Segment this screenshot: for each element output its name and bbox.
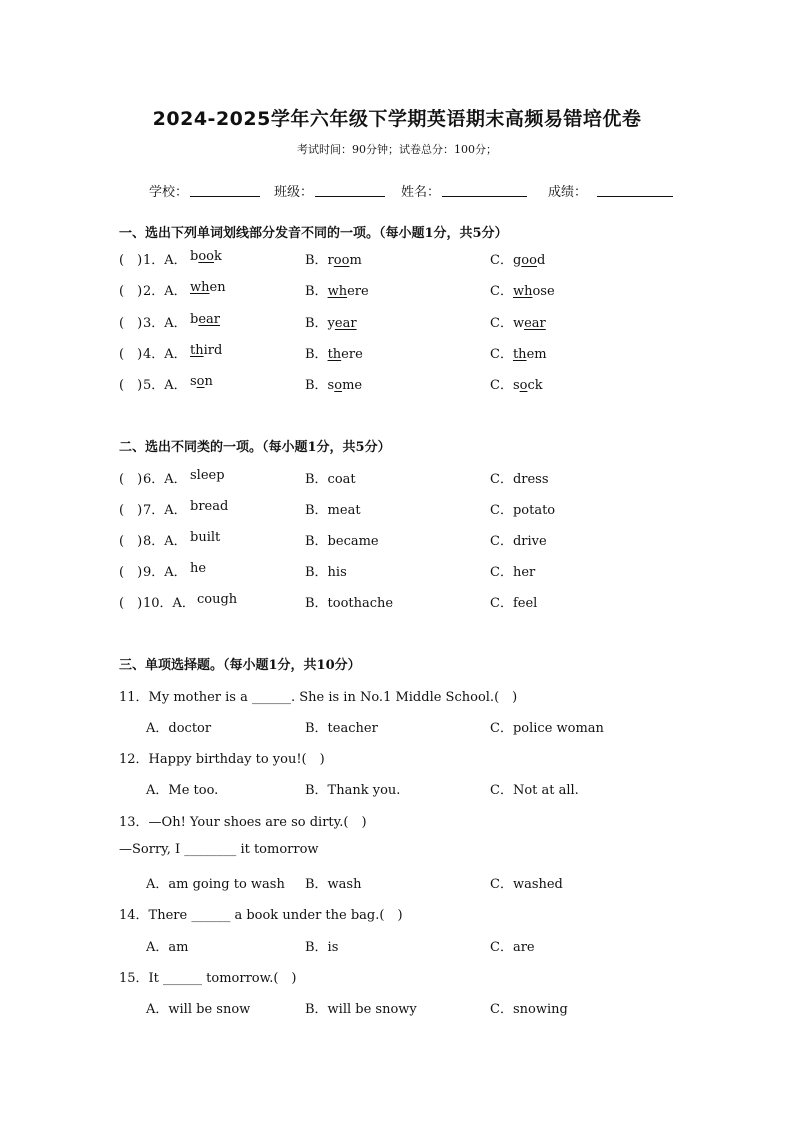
word-part: ere — [341, 347, 363, 362]
option-c[interactable]: C．drive — [490, 534, 547, 549]
underlined-part: th — [512, 347, 527, 362]
underlined-part: oo — [198, 249, 214, 264]
word-part: C．w — [490, 316, 525, 331]
word-part: ck — [527, 378, 543, 393]
section-2-title: 二、选出不同类的一项。（每小题1分，共5分） — [119, 440, 391, 455]
question-stem: 12．Happy birthday to you!( ) — [119, 752, 325, 767]
underlined-part: ear — [334, 316, 357, 331]
option-a[interactable]: A．am going to wash — [146, 877, 285, 892]
question-row — [0, 374, 794, 394]
word-part: C． — [490, 284, 513, 299]
school-label: 学校： — [149, 185, 189, 200]
page-title: 2024-2025学年六年级下学期英语期末高频易错培优卷 — [152, 108, 642, 130]
option-b[interactable]: B．is — [305, 940, 339, 955]
underlined-part: o — [196, 374, 205, 389]
underlined-part: th — [327, 347, 342, 362]
answer-bracket[interactable]: ( ) — [119, 503, 143, 518]
option-b[interactable] — [305, 280, 369, 299]
word-part: C．g — [490, 253, 522, 268]
word-part: C． — [490, 347, 513, 362]
question-number: 2．A． — [143, 284, 187, 299]
question-row — [0, 561, 794, 581]
underlined-part: oo — [521, 253, 537, 268]
question-number: 9．A． — [143, 565, 187, 580]
option-c[interactable]: C．snowing — [490, 1002, 568, 1017]
option-a[interactable]: A．will be snow — [146, 1002, 251, 1017]
answer-bracket[interactable]: ( ) — [119, 347, 143, 362]
question-number: 7．A． — [143, 503, 187, 518]
question-number: 10．A． — [143, 596, 195, 611]
word-part: C．s — [490, 378, 520, 393]
option-a[interactable] — [190, 249, 222, 264]
word-part: k — [213, 249, 222, 264]
option-b[interactable]: B．will be snowy — [305, 1002, 417, 1017]
option-a[interactable]: A．doctor — [146, 721, 212, 736]
underlined-part: o — [334, 378, 343, 393]
word-part: m — [349, 253, 362, 268]
underlined-part: th — [190, 343, 204, 358]
option-c[interactable]: C．dress — [490, 472, 549, 487]
question-row — [0, 280, 794, 300]
answer-options — [0, 873, 794, 893]
answer-options — [0, 998, 794, 1018]
word-part: d — [536, 253, 546, 268]
option-c[interactable]: C．police woman — [490, 721, 604, 736]
word-part: B． — [305, 347, 328, 362]
school-blank[interactable] — [190, 196, 260, 197]
option-b[interactable] — [305, 374, 362, 393]
option-a[interactable] — [190, 374, 213, 389]
option-c[interactable]: C．potato — [490, 503, 556, 518]
word-part: s — [190, 374, 197, 389]
option-b[interactable] — [305, 343, 363, 362]
option-a[interactable]: he — [190, 561, 207, 576]
question-number: 3．A． — [143, 316, 187, 331]
word-part: B． — [305, 284, 328, 299]
option-c[interactable]: C．feel — [490, 596, 538, 611]
answer-options — [0, 936, 794, 956]
option-c[interactable]: C．washed — [490, 877, 563, 892]
answer-bracket[interactable]: ( ) — [119, 284, 143, 299]
word-part: B．r — [305, 253, 334, 268]
underlined-part: ear — [198, 312, 220, 327]
question-dialogue-line: —Sorry, I ________ it tomorrow — [119, 842, 319, 857]
underlined-part: o — [519, 378, 528, 393]
word-part: me — [342, 378, 363, 393]
option-a[interactable] — [190, 280, 226, 295]
option-c[interactable]: C．Not at all. — [490, 783, 579, 798]
option-b[interactable]: B．teacher — [305, 721, 378, 736]
option-c[interactable] — [490, 374, 543, 393]
option-a[interactable]: A．am — [146, 940, 189, 955]
class-label: 班级： — [274, 185, 314, 200]
option-c[interactable]: C．her — [490, 565, 536, 580]
option-a[interactable] — [190, 312, 220, 327]
question-stem: 11．My mother is a ______. She is in No.1 Middle School.( ) — [119, 690, 518, 705]
option-a[interactable]: bread — [190, 499, 229, 514]
option-b[interactable]: B．toothache — [305, 596, 394, 611]
exam-info: 考试时间：90分钟；试卷总分：100分； — [297, 143, 497, 156]
question-row — [0, 312, 794, 332]
underlined-part: wh — [512, 284, 533, 299]
underlined-part: oo — [333, 253, 350, 268]
option-a[interactable]: built — [190, 530, 221, 545]
score-label: 成绩： — [548, 185, 588, 200]
word-part: n — [204, 374, 213, 389]
option-c[interactable] — [490, 280, 555, 299]
word-part: B．s — [305, 378, 335, 393]
question-number: 5．A． — [143, 378, 187, 393]
answer-options — [0, 779, 794, 799]
underlined-part: ear — [524, 316, 546, 331]
section-3-title: 三、单项选择题。（每小题1分，共10分） — [119, 658, 361, 673]
question-row — [0, 249, 794, 269]
answer-bracket[interactable]: ( ) — [119, 316, 143, 331]
question-row — [0, 468, 794, 488]
question-row — [0, 592, 794, 612]
answer-bracket[interactable]: ( ) — [119, 253, 143, 268]
option-c[interactable] — [490, 343, 547, 362]
option-a[interactable]: sleep — [190, 468, 225, 483]
name-label: 姓名： — [401, 185, 441, 200]
name-blank[interactable] — [442, 196, 527, 197]
score-blank[interactable] — [597, 196, 673, 197]
underlined-part: wh — [327, 284, 348, 299]
word-part: B．y — [305, 316, 335, 331]
option-b[interactable]: B．Thank you. — [305, 783, 401, 798]
question-number: 6．A． — [143, 472, 187, 487]
answer-bracket[interactable]: ( ) — [119, 596, 143, 611]
option-c[interactable] — [490, 312, 546, 331]
word-part: em — [526, 347, 547, 362]
option-b[interactable]: B．wash — [305, 877, 362, 892]
answer-bracket[interactable]: ( ) — [119, 565, 143, 580]
answer-bracket[interactable]: ( ) — [119, 534, 143, 549]
question-number: 8．A． — [143, 534, 187, 549]
answer-bracket[interactable]: ( ) — [119, 378, 143, 393]
option-a[interactable] — [190, 343, 222, 358]
question-stem: 15．It ______ tomorrow.( ) — [119, 971, 297, 986]
question-number: 4．A． — [143, 347, 187, 362]
answer-options — [0, 717, 794, 737]
word-part: ird — [203, 343, 223, 358]
option-b[interactable] — [305, 249, 362, 268]
question-row — [0, 499, 794, 519]
option-b[interactable]: B．became — [305, 534, 379, 549]
option-b[interactable]: B．his — [305, 565, 347, 580]
underlined-part: wh — [190, 280, 210, 295]
answer-bracket[interactable]: ( ) — [119, 472, 143, 487]
option-b[interactable]: B．meat — [305, 503, 361, 518]
word-part: b — [190, 249, 199, 264]
option-a[interactable]: A．Me too. — [146, 783, 219, 798]
question-row — [0, 530, 794, 550]
question-stem: 14．There ______ a book under the bag.( ) — [119, 908, 403, 923]
word-part: en — [209, 280, 226, 295]
option-c[interactable] — [490, 249, 545, 268]
option-b[interactable] — [305, 312, 357, 331]
option-b[interactable]: B．coat — [305, 472, 356, 487]
word-part: ere — [347, 284, 369, 299]
section-1-title: 一、选出下列单词划线部分发音不同的一项。（每小题1分，共5分） — [119, 226, 508, 241]
question-row — [0, 343, 794, 363]
word-part: b — [190, 312, 199, 327]
question-stem: 13．—Oh! Your shoes are so dirty.( ) — [119, 815, 367, 830]
option-a[interactable]: cough — [197, 592, 238, 607]
class-blank[interactable] — [315, 196, 385, 197]
word-part: ose — [532, 284, 555, 299]
question-number: 1．A． — [143, 253, 187, 268]
option-c[interactable]: C．are — [490, 940, 535, 955]
